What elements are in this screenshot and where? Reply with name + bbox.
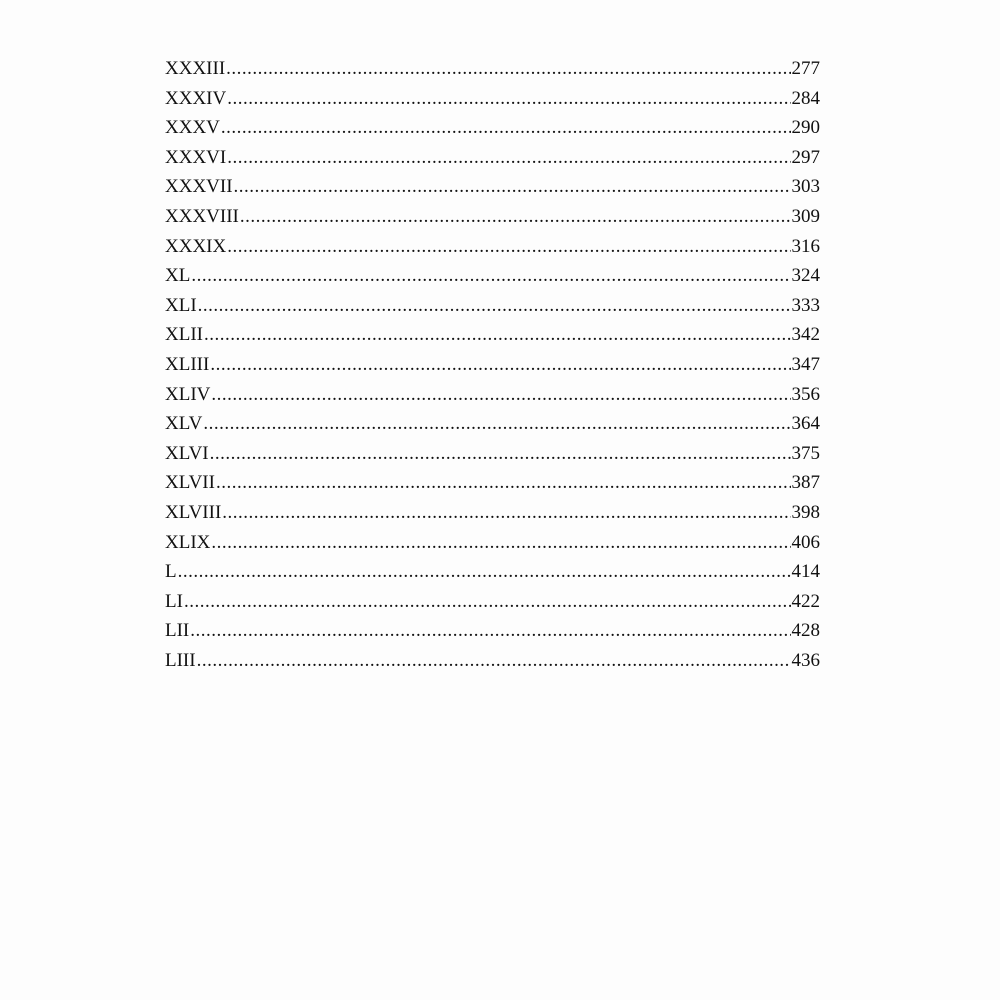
toc-entry [165, 409, 820, 439]
toc-entry [165, 261, 820, 291]
dot-leader [191, 261, 790, 291]
page-number: 342 [791, 324, 820, 346]
toc-entry [165, 439, 820, 469]
page-number: 398 [791, 501, 820, 523]
dot-leader [227, 232, 790, 262]
dot-leader [240, 202, 791, 232]
chapter-number: XLIII [165, 353, 210, 375]
table-of-contents [165, 54, 820, 675]
dot-leader [211, 380, 790, 410]
chapter-number: XLVII [165, 472, 215, 494]
chapter-number: XXXIV [165, 87, 227, 109]
chapter-number: XXXIX [165, 235, 227, 257]
dot-leader [178, 557, 791, 587]
page-number: 297 [791, 146, 820, 168]
page-number: 316 [791, 235, 820, 257]
dot-leader [190, 616, 790, 646]
chapter-number: L [165, 561, 177, 583]
page-number: 364 [791, 413, 820, 435]
chapter-number: XXXVI [165, 146, 227, 168]
page-number: 406 [791, 531, 820, 553]
chapter-number: LII [165, 620, 190, 642]
toc-entry [165, 557, 820, 587]
page-number: 436 [791, 649, 820, 671]
dot-leader [221, 113, 791, 143]
toc-entry [165, 498, 820, 528]
dot-leader [203, 409, 790, 439]
toc-entry [165, 232, 820, 262]
page-number: 387 [791, 472, 820, 494]
page-number: 324 [791, 265, 820, 287]
chapter-number: XXXIII [165, 58, 226, 79]
chapter-number: XLI [165, 294, 197, 316]
page-number: 347 [791, 353, 820, 375]
dot-leader [210, 350, 790, 380]
toc-entry [165, 113, 820, 143]
toc-entry [165, 616, 820, 646]
toc-entry [165, 84, 820, 114]
toc-entry [165, 172, 820, 202]
dot-leader [234, 172, 791, 202]
dot-leader [227, 143, 790, 173]
page-number: 303 [791, 176, 820, 198]
chapter-number: LIII [165, 649, 196, 671]
dot-leader [222, 498, 790, 528]
toc-entry [165, 320, 820, 350]
chapter-number: XXXVIII [165, 205, 239, 227]
page-number: 277 [791, 58, 820, 79]
dot-leader [184, 587, 791, 617]
chapter-number: XLIX [165, 531, 211, 553]
dot-leader [210, 439, 791, 469]
chapter-number: XLVI [165, 442, 209, 464]
page-number: 414 [791, 561, 820, 583]
chapter-number: XLVIII [165, 501, 222, 523]
page-number: 284 [791, 87, 820, 109]
toc-entry [165, 54, 820, 84]
chapter-number: XLIV [165, 383, 211, 405]
chapter-number: LI [165, 590, 183, 612]
page-number: 428 [791, 620, 820, 642]
page-number: 290 [791, 117, 820, 139]
toc-entry [165, 291, 820, 321]
chapter-number: XLII [165, 324, 203, 346]
chapter-number: XL [165, 265, 191, 287]
page-number: 356 [791, 383, 820, 405]
toc-entry [165, 380, 820, 410]
page-number: 333 [791, 294, 820, 316]
toc-entry [165, 468, 820, 498]
page-number: 309 [791, 205, 820, 227]
dot-leader [197, 646, 791, 676]
toc-entry [165, 528, 820, 558]
page-number: 375 [791, 442, 820, 464]
toc-entry [165, 350, 820, 380]
chapter-number: XXXVII [165, 176, 233, 198]
chapter-number: XXXV [165, 117, 220, 139]
toc-entry [165, 646, 820, 676]
page-number: 422 [791, 590, 820, 612]
toc-entry [165, 587, 820, 617]
dot-leader [226, 54, 790, 84]
toc-entry [165, 202, 820, 232]
dot-leader [211, 528, 790, 558]
dot-leader [198, 291, 791, 321]
chapter-number: XLV [165, 413, 203, 435]
dot-leader [216, 468, 791, 498]
dot-leader [204, 320, 791, 350]
dot-leader [227, 84, 790, 114]
toc-entry [165, 143, 820, 173]
